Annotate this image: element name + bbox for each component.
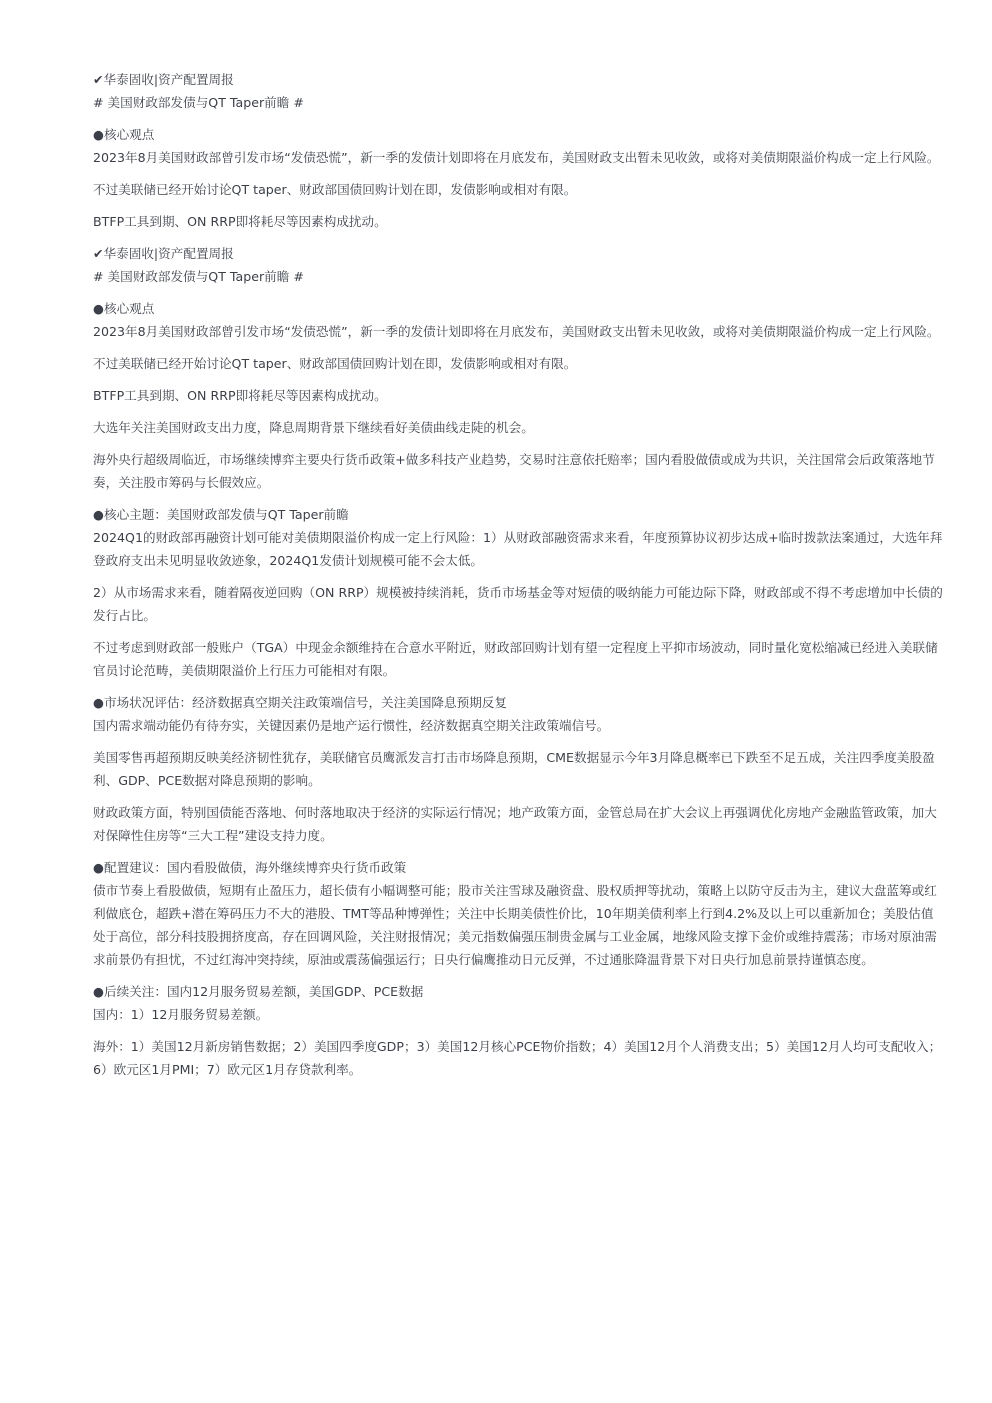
paragraph-block — [93, 746, 945, 792]
paragraph-block — [93, 416, 945, 439]
paragraph: 国内：1）12月服务贸易差额。 — [93, 1007, 269, 1022]
paragraph-block — [93, 581, 945, 627]
paragraph: 海外：1）美国12月新房销售数据；2）美国四季度GDP；3）美国12月核心PCE物价指数；4）美国12月个人消费支出；5）美国12月人均可支配收入；6）欧元区1月PMI；7）欧元区1月存贷款利率。 — [93, 1039, 942, 1077]
report-header — [93, 242, 945, 288]
paragraph: 2024Q1的财政部再融资计划可能对美债期限溢价构成一定上行风险：1）从财政部融资需求来看，年度预算协议初步达成+临时拨款法案通过，大选年拜登政府支出未见明显收敛迹象，2024Q1发债计划规模可能不会太低。 — [93, 530, 943, 568]
section-heading: ●配置建议：国内看股做债，海外继续博弈央行货币政策 — [93, 860, 407, 875]
paragraph-block — [93, 352, 945, 375]
section-heading: ●核心观点 — [93, 127, 155, 142]
paragraph: 债市节奏上看股做债，短期有止盈压力，超长债有小幅调整可能；股市关注雪球及融资盘、股权质押等扰动，策略上以防守反击为主，建议大盘蓝筹或红利做底仓，超跌+潜在筹码压力不大的港股、TMT等品种博弹性；关注中长期美债性价比，10年期美债利率上行到4.2%及以上可以重新加仓；美股估值处于高位，部分科技股拥挤度高，存在回调风险，关注财报情况；美元指数偏强压制贵金属与工业金属，地缘风险支撑下金价或维持震荡；市场对原油需求前景仍有担忧，不过红海冲突持续，原油或震荡偏强运行；日央行偏鹰推动日元反弹，不过通胀降温背景下对日央行加息前景持谨慎态度。 — [93, 883, 937, 967]
report-source: ✔华泰固收|资产配置周报 — [93, 246, 234, 261]
report-title: # 美国财政部发债与QT Taper前瞻 # — [93, 269, 304, 284]
section-heading: ●核心主题：美国财政部发债与QT Taper前瞻 — [93, 507, 349, 522]
paragraph: 不过美联储已经开始讨论QT taper、财政部国债回购计划在即，发债影响或相对有限。 — [93, 182, 577, 197]
section-heading: ●市场状况评估：经济数据真空期关注政策端信号，关注美国降息预期反复 — [93, 695, 507, 710]
paragraph: 大选年关注美国财政支出力度，降息周期背景下继续看好美债曲线走陡的机会。 — [93, 420, 534, 435]
paragraph: 2023年8月美国财政部曾引发市场“发债恐慌”，新一季的发债计划即将在月底发布，美国财政支出暂未见收敛，或将对美债期限溢价构成一定上行风险。 — [93, 324, 940, 339]
allocation-advice-section — [93, 856, 945, 971]
paragraph: 海外央行超级周临近，市场继续博弈主要央行货币政策+做多科技产业趋势，交易时注意依托赔率；国内看股做债或成为共识，关注国常会后政策落地节奏，关注股市筹码与长假效应。 — [93, 452, 935, 490]
paragraph: 不过美联储已经开始讨论QT taper、财政部国债回购计划在即，发债影响或相对有限。 — [93, 356, 577, 371]
core-view-section — [93, 297, 945, 343]
section-heading: ●核心观点 — [93, 301, 155, 316]
report-title: # 美国财政部发债与QT Taper前瞻 # — [93, 95, 304, 110]
core-view-section — [93, 123, 945, 169]
section-heading: ●后续关注：国内12月服务贸易差额，美国GDP、PCE数据 — [93, 984, 424, 999]
paragraph: 不过考虑到财政部一般账户（TGA）中现金余额维持在合意水平附近，财政部回购计划有望一定程度上平抑市场波动，同时量化宽松缩减已经进入美联储官员讨论范畴，美债期限溢价上行压力可能相对有限。 — [93, 640, 938, 678]
report-header — [93, 68, 945, 114]
paragraph-block — [93, 1035, 945, 1081]
paragraph: BTFP工具到期、ON RRP即将耗尽等因素构成扰动。 — [93, 214, 387, 229]
paragraph: 国内需求端动能仍有待夯实，关键因素仍是地产运行惯性，经济数据真空期关注政策端信号。 — [93, 718, 610, 733]
market-assessment-section — [93, 691, 945, 737]
paragraph: 财政政策方面，特别国债能否落地、何时落地取决于经济的实际运行情况；地产政策方面，金管总局在扩大会议上再强调优化房地产金融监管政策，加大对保障性住房等“三大工程”建设支持力度。 — [93, 805, 937, 843]
report-source: ✔华泰固收|资产配置周报 — [93, 72, 234, 87]
paragraph-block — [93, 636, 945, 682]
paragraph-block — [93, 178, 945, 201]
paragraph-block — [93, 801, 945, 847]
follow-up-section — [93, 980, 945, 1026]
paragraph-block — [93, 384, 945, 407]
article-body — [93, 68, 945, 1090]
paragraph-block — [93, 448, 945, 494]
paragraph: 2）从市场需求来看，随着隔夜逆回购（ON RRP）规模被持续消耗，货币市场基金等对短债的吸纳能力可能边际下降，财政部或不得不考虑增加中长债的发行占比。 — [93, 585, 943, 623]
paragraph: 2023年8月美国财政部曾引发市场“发债恐慌”，新一季的发债计划即将在月底发布，美国财政支出暂未见收敛，或将对美债期限溢价构成一定上行风险。 — [93, 150, 940, 165]
paragraph-block — [93, 210, 945, 233]
core-theme-section — [93, 503, 945, 572]
paragraph: BTFP工具到期、ON RRP即将耗尽等因素构成扰动。 — [93, 388, 387, 403]
paragraph: 美国零售再超预期反映美经济韧性犹存，美联储官员鹰派发言打击市场降息预期，CME数据显示今年3月降息概率已下跌至不足五成，关注四季度美股盈利、GDP、PCE数据对降息预期的影响。 — [93, 750, 935, 788]
